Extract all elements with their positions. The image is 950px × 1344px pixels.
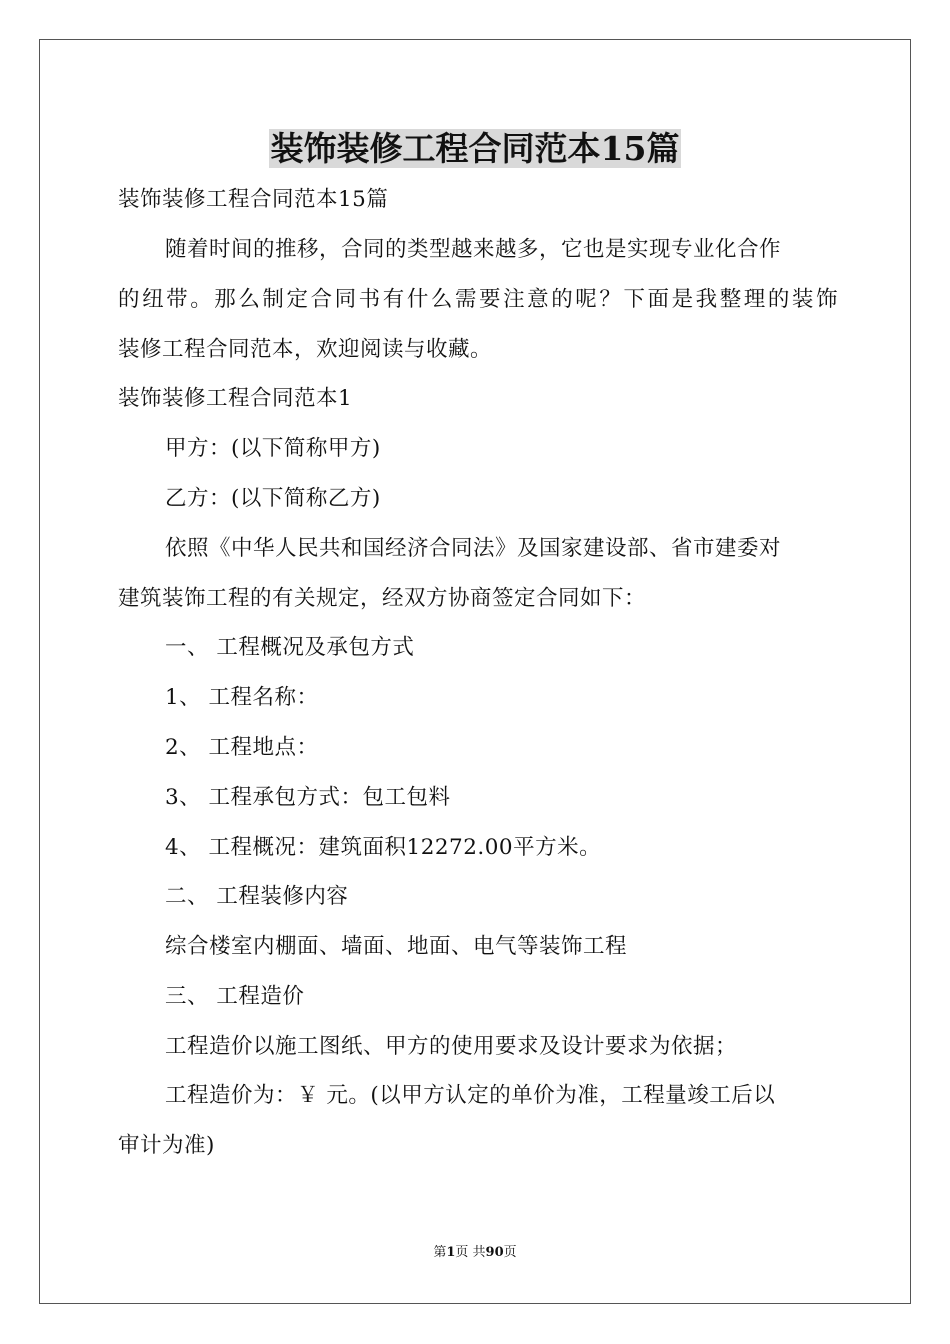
page-footer [0, 1244, 950, 1262]
basis-line-1: 依照《中华人民共和国经济合同法》及国家建设部、省市建委对 [165, 536, 782, 561]
clause-2-content: 综合楼室内棚面、墙面、地面、电气等装饰工程 [165, 934, 628, 959]
intro-line-1: 随着时间的推移，合同的类型越来越多，它也是实现专业化合作 [165, 237, 782, 262]
page-border [39, 39, 911, 1304]
clause-3-basis: 工程造价以施工图纸、甲方的使用要求及设计要求为依据； [165, 1034, 738, 1059]
clause-3-price-line-2: 审计为准) [118, 1133, 215, 1158]
footer-middle: 页 共 [455, 1245, 486, 1260]
clause-1-item-1: 1、 工程名称： [165, 685, 319, 710]
clause-1-item-2: 2、 工程地点： [165, 735, 319, 760]
document-title [0, 125, 950, 173]
party-a-line: 甲方：(以下简称甲方) [165, 436, 381, 461]
clause-3-price-line-1: 工程造价为：￥ 元。(以甲方认定的单价为准，工程量竣工后以 [165, 1083, 776, 1108]
intro-line-3: 装修工程合同范本，欢迎阅读与收藏。 [118, 337, 493, 362]
party-b-line: 乙方：(以下简称乙方) [165, 486, 381, 511]
intro-line-2: 的纽带。那么制定合同书有什么需要注意的呢？下面是我整理的装饰 [118, 287, 838, 312]
basis-line-2: 建筑装饰工程的有关规定，经双方协商签定合同如下： [118, 586, 647, 611]
clause-1-heading: 一、 工程概况及承包方式 [165, 635, 415, 660]
document-subtitle: 装饰装修工程合同范本15篇 [118, 187, 389, 212]
clause-2-heading: 二、 工程装修内容 [165, 884, 349, 909]
document-title-text: 装饰装修工程合同范本15篇 [270, 129, 680, 168]
section-heading: 装饰装修工程合同范本1 [118, 386, 353, 411]
footer-suffix: 页 [503, 1245, 517, 1260]
footer-page-number: 1 [446, 1245, 456, 1260]
clause-3-heading: 三、 工程造价 [165, 984, 305, 1009]
footer-prefix: 第 [433, 1245, 447, 1260]
clause-1-item-4: 4、 工程概况：建筑面积12272.00平方米。 [165, 835, 602, 860]
footer-total-pages: 90 [485, 1245, 504, 1260]
clause-1-item-3: 3、 工程承包方式：包工包料 [165, 785, 451, 810]
